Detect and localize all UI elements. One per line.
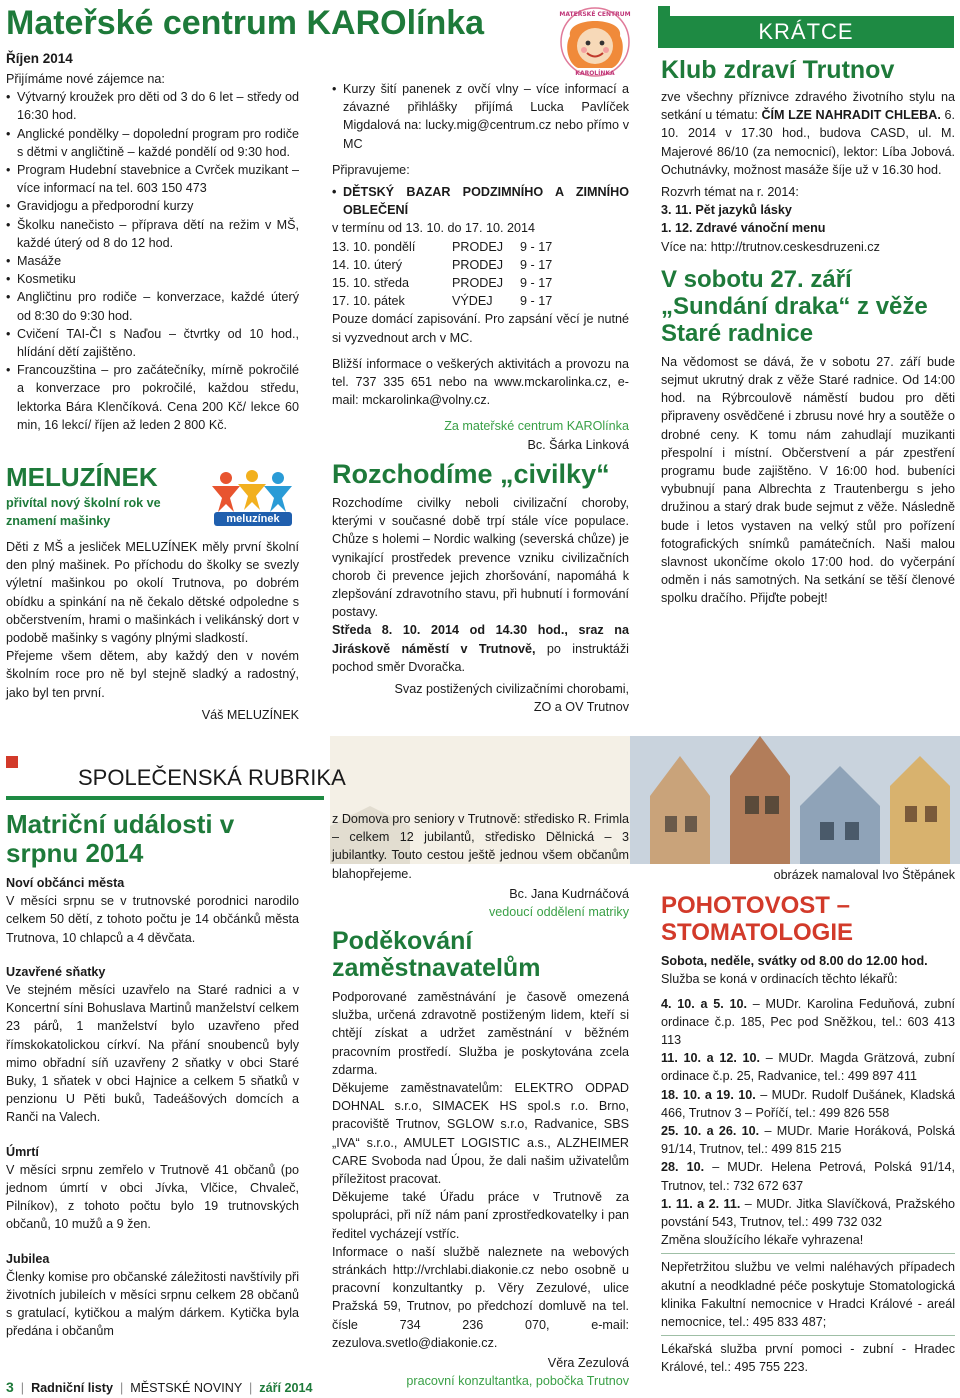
schedule-day: 13. 10. pondělí bbox=[332, 239, 416, 254]
list-item: • Masáže bbox=[6, 252, 299, 270]
karolinka-list bbox=[6, 88, 299, 434]
podekovani-section bbox=[332, 928, 629, 1390]
footer-month: září 2014 bbox=[259, 1381, 313, 1395]
karolinka-middle bbox=[332, 80, 629, 454]
list-item: • Program Hudební stavebnice a Cvrček muzikant – více informací na tel. 603 150 473 bbox=[6, 161, 299, 197]
schedule-time: 9 - 17 bbox=[520, 239, 553, 254]
pohotovost-p2: Lékařská služba první pomoci - zubní - Hradec Králové, tel.: 495 755 223. bbox=[661, 1342, 955, 1375]
rubrika-s3: V měsíci srpnu zemřelo v Trutnově 41 občanů (po jednom úmrtí v obci Jívka, Vlčice, Chvaleč, Pilníkov), z tohoto počtu bylo 19 trutnovských občanů, 10 mužů a 9 žen. bbox=[6, 1162, 299, 1232]
karolinka-sign1: Za mateřské centrum KAROlínka bbox=[444, 419, 629, 434]
club-p1-rest: 6. 10. 2014 v 17.30 hod., budova CASD, ul. M. Majerové 86/10 (za nemocnicí), lektor: Líba Jobová. Ochutnávky, možnost masáže šíje už v 16.30 hod. bbox=[661, 108, 955, 177]
kratce-section bbox=[661, 56, 955, 608]
drawing-caption: obrázek namaloval Ivo Štěpánek bbox=[773, 868, 955, 882]
page-number: 3 bbox=[6, 1379, 14, 1395]
civilky-p2-rest: po instruktáži pochod směr Dvoračka. bbox=[332, 641, 629, 674]
meluzinek-p2: Přejeme všem dětem, aby každý den v novém školním roce pro ně byl stejně sladký a radostný, jako byl ten první. bbox=[6, 649, 299, 700]
rubrika-sign1: Bc. Jana Kudrnáčová bbox=[509, 886, 629, 901]
rubrika-s4: Členky komise pro občanské záležitosti navštívily při životních jubileích v měsíci srpnu celkem 28 občanů s gratulací, kytičkou a malým dárkem. Kytička byla předána i občanům bbox=[6, 1269, 299, 1339]
pohotovost-line1: Sobota, neděle, svátky od 8.00 do 12.00 hod. bbox=[661, 954, 928, 969]
list-item: • Výtvarný kroužek pro děti od 3 do 6 let – středy od 16:30 hod. bbox=[6, 88, 299, 124]
topic-2: 1. 12. Zdravé vánoční menu bbox=[661, 221, 826, 236]
club-p1: zve všechny příznivce zdravého životního stylu na setkání u tématu: bbox=[661, 90, 955, 123]
page-footer: 3 | Radniční listy | MĚSTSKÉ NOVINY | září 2014 bbox=[6, 1379, 313, 1395]
schedule-day: 14. 10. úterý bbox=[332, 257, 403, 272]
meluzinek-body bbox=[6, 538, 299, 724]
meluzinek-p1: Děti z MŠ a jesliček MELUZÍNEK měly první školní den plný mašinek. Po příchodu do školky se svezly výletní mašinkou po okolí Trutnova, po dobrém obídku a spinkání na ně čekalo dětské odpoledne s občerstvením, hrami o mašinkách i velikánský dort v podobě mašinky s vagóny plnými sladkostí. bbox=[6, 540, 299, 646]
podekovani-p1: Podporované zaměstnávání je časově omezená služba, určená zdravotně postiženým lidem, kteří si chtějí získat a udržet zaměstnání v běžném pracovním prostředí. Služba je poskytována zcela zdarma. bbox=[332, 990, 629, 1077]
rubrika-s2-head: Uzavřené sňatky bbox=[6, 964, 106, 979]
doctor-entry: 18. 10. a 19. 10. – MUDr. Rudolf Dušánek, Kladská 466, Trutnov 3 – Poříčí, tel.: 499 826 558 bbox=[661, 1087, 956, 1120]
list-item: • Francouzština – pro začátečníky, mírně pokročilé a konverzace pro pokročilé, každou středu, lektorka Bára Klenčíková. Cena 200 Kč/ lekce 60 min, 16 lekcí/ říjen až leden 2 800 Kč. bbox=[6, 361, 299, 434]
schedule-type: PRODEJ bbox=[452, 257, 504, 272]
civilky-p1: Rozchodíme civilky neboli civilizační choroby, kterými v současné době trpí stále více populace. Chůze s holemi – Nordic walking (severská chůze) je vynikající prostředek prevence vzniku civilizačních chorob či prevence jejich zhoršování, napomáhá k zlepšování zdravotního stavu, při hubnutí i formování postavy. bbox=[332, 496, 629, 620]
rubrika-section bbox=[6, 810, 299, 1341]
schedule-day: 17. 10. pátek bbox=[332, 294, 405, 309]
rubrika-s1-head: Noví občánci města bbox=[6, 876, 125, 890]
bazar-schedule bbox=[332, 238, 629, 311]
club-more-link[interactable]: Více na: http://trutnov.ceskesdruzeni.cz bbox=[661, 239, 880, 254]
page-title: Mateřské centrum KAROlínka bbox=[6, 4, 485, 42]
rubrika-sign2: vedoucí oddělení matriky bbox=[488, 905, 629, 920]
schedule-time: 9 - 17 bbox=[520, 294, 553, 309]
drak-text: Na vědomost se dává, že v sobotu 27. září bude sejmut ukrutný drak z věže Staré radnice. Od 14:00 hod. na Rýbrcoulově náměstí budou pro děti připraveny osvědčené i zbrusu nové hry a soutěže o drobné ceny. K tomu nám zahudlají muzikanti přespolní i místní. Občerstvení a pár zpestření programu bude zajištěno. V 16:00 hod. bubeníci vybubnují pana Albrechta z Trautenbergu s jeho družinou a starý drak bude sejmut z věže. Následně bude i letos vystaven na velký stůl pro pořízení fotografických snímků památečních. Naši malou slavnost ukončíme okolo 17:00 hod. do vyčerpání odměn i nás samotných. Na setkání se těší členové spolku dračího. Přijďte pobejt! bbox=[661, 354, 955, 606]
rubrika-divider bbox=[6, 796, 324, 800]
podekovani-title: Poděkování zaměstnavatelům bbox=[332, 927, 541, 982]
pohotovost-section bbox=[661, 866, 955, 1377]
doctor-entry: 28. 10. – MUDr. Helena Petrová, Polská 91/14, Trutnov, tel.: 732 672 637 bbox=[661, 1160, 955, 1193]
list-item: • Školku nanečisto – příprava dětí na režim v MŠ, každé úterý od 8 do 12 hod. bbox=[6, 216, 299, 252]
meluzinek-logo bbox=[204, 468, 300, 528]
section-marker bbox=[6, 756, 18, 768]
divider bbox=[661, 1253, 955, 1254]
rubrika-s4-head: Jubilea bbox=[6, 1251, 50, 1266]
svg-text:KAROLÍNKA: KAROLÍNKA bbox=[575, 70, 615, 77]
pohotovost-line2: Služba se koná v ordinacích těchto lékařů: bbox=[661, 972, 898, 987]
list-item: • Cvičení TAI-ČI s Naďou – čtvrtky od 10 hod., hlídání dětí zajištěno. bbox=[6, 325, 299, 361]
karolinka-logo bbox=[556, 6, 634, 78]
karolinka-sign2: Bc. Šárka Linková bbox=[527, 437, 629, 452]
club-title: Klub zdraví Trutnov bbox=[661, 56, 895, 84]
civilky-sign2: ZO a OV Trutnov bbox=[533, 700, 629, 715]
schedule-time: 9 - 17 bbox=[520, 276, 553, 291]
drak-title: V sobotu 27. září „Sundání draka“ z věže Staré radnice bbox=[661, 265, 928, 347]
list-item: • Gravidjogu a předporodní kurzy bbox=[6, 197, 299, 215]
karolinka-info: Bližší informace o veškerých aktivitách a provozu na tel. 737 335 651 nebo na www.mckarolinka.cz, e-mail: mckarolinka@volny.cz. bbox=[332, 356, 629, 408]
rubrika-s4-cont: z Domova pro seniory v Trutnově: středisko R. Frimla – celkem 12 jubilantů, středisko Dělnická – 3 jubilantky. Touto cestou ještě jednou všem občanům blahopřejeme. bbox=[332, 812, 629, 881]
karolinka-left bbox=[6, 70, 299, 434]
schedule-type: PRODEJ bbox=[452, 276, 504, 291]
podekovani-sign1: Věra Zezulová bbox=[547, 1356, 629, 1371]
rubrika-title: Matriční události v srpnu 2014 bbox=[6, 809, 235, 868]
schedule-type: PRODEJ bbox=[452, 239, 504, 254]
pohotovost-change: Změna sloužícího lékaře vyhrazena! bbox=[661, 1233, 864, 1248]
divider bbox=[661, 1335, 955, 1336]
podekovani-p3: Děkujeme také Úřadu práce v Trutnově za spolupráci, při níž nám paní zprostředkovatelky i pan ředitel vycházejí vstříc. bbox=[332, 1190, 629, 1241]
rubrika-band: SPOLEČENSKÁ RUBRIKA bbox=[78, 765, 346, 790]
topic-1: 3. 11. Pět jazyků lásky bbox=[661, 203, 792, 218]
meluzinek-title: MELUZÍNEK bbox=[6, 462, 158, 492]
podekovani-p2: Děkujeme zaměstnavatelům: ELEKTRO ODPAD DOHNAL s.r.o, SIMACEK HS spol.s r.o. Brno, pracoviště Trutnov, SGLOW s.r.o, Radvanice, SBS „IVA“ s.r.o., AMULET LOGISTIC a.s., ALZHEIMER CARE Svoboda nad Úpou, že dali našim uživatelům příležitost pracovat. bbox=[332, 1081, 629, 1187]
schedule-time: 9 - 17 bbox=[520, 257, 553, 272]
doctor-entry: 4. 10. a 5. 10. – MUDr. Karolina Feduňová, zubní ordinace č.p. 185, Pec pod Sněžkou, tel.: 603 413 113 bbox=[661, 996, 955, 1048]
list-item: • Angličtinu pro rodiče – konverzace, každé úterý od 8:30 do 9:30 hod. bbox=[6, 288, 299, 324]
karolinka-intro: Přijímáme nové zájemce na: bbox=[6, 72, 165, 86]
bazar-term: v termínu od 13. 10. do 17. 10. 2014 bbox=[332, 221, 536, 236]
civilky-sign1: Svaz postižených civilizačními chorobami, bbox=[394, 682, 629, 697]
footer-paper: MĚSTSKÉ NOVINY bbox=[130, 1381, 242, 1395]
schedule-day: 15. 10. středa bbox=[332, 276, 410, 291]
doctor-entry: 25. 10. a 26. 10. – MUDr. Marie Horáková, Polská 91/14, Trutnov, tel.: 499 815 215 bbox=[661, 1124, 955, 1157]
rubrika-s1: V měsíci srpnu se v trutnovské porodnici narodilo celkem 50 dětí, z tohoto počtu je 14 občánků města Trutnova, 10 chlapců a 4 děvčata. bbox=[6, 894, 299, 945]
list-item: • Anglické pondělky – dopolední program pro rodiče s dětmi v angličtině – každé pondělí od 9:30 hod. bbox=[6, 125, 299, 161]
civilky-title: Rozchodíme „civilky“ bbox=[332, 459, 610, 489]
prepare-label: Připravujeme: bbox=[332, 162, 410, 177]
doctor-entry: 1. 11. a 2. 11. – MUDr. Jitka Slavíčková, Pražského povstání 543, Trutnov, tel.: 499 732 032 bbox=[661, 1196, 955, 1230]
month-label: Říjen 2014 bbox=[6, 51, 73, 66]
podekovani-sign2: pracovní konzultantka, pobočka Trutnov bbox=[406, 1374, 629, 1389]
civilky-p2-bold: Středa 8. 10. 2014 od 14.30 hod., sraz na Jiráskově náměstí v Trutnově, bbox=[332, 623, 629, 656]
schedule-type: VÝDEJ bbox=[452, 294, 493, 309]
list-item: • Kurzy šití panenek z ovčí vlny – více informací a závazné přihlášky přijímá Lucka Pavlíček Migdalová na: lucky.mig@centrum.cz nebo přímo v MC bbox=[332, 80, 629, 153]
meluzinek-subtitle: přivítal nový školní rok ve znamení mašinky bbox=[6, 496, 161, 529]
meluzinek-sign: Váš MELUZÍNEK bbox=[201, 707, 299, 722]
bazar-title: • DĚTSKÝ BAZAR PODZIMNÍHO A ZIMNÍHO OBLEČENÍ bbox=[332, 183, 629, 219]
meluzinek-logo-text: meluzínek bbox=[226, 513, 280, 525]
civilky-section bbox=[332, 458, 629, 716]
kratce-band: KRÁTCE bbox=[658, 16, 954, 48]
list-item: • Kosmetiku bbox=[6, 270, 299, 288]
footer-section: Radniční listy bbox=[31, 1381, 113, 1395]
club-p1-bold: ČÍM LZE NAHRADIT CHLEBA. bbox=[761, 108, 941, 123]
topics-label: Rozvrh témat na r. 2014: bbox=[661, 185, 799, 200]
doctor-entry: 11. 10. a 12. 10. – MUDr. Magda Grätzová, zubní ordinace č.p. 25, Radvanice, tel.: 499 897 411 bbox=[661, 1051, 955, 1084]
podekovani-p4: Informace o naší službě naleznete na webových stránkách http://vrchlabi.diakonie.cz nebo osobně u pracovní konzultantky p. Věry Zezulové, ulice Pražská 59, Trutnov, po předchozí domluvě na tel. čísle 734 236 070, e-mail: zezulova.svetlo@diakonie.cz. bbox=[332, 1244, 629, 1350]
rubrika-s2: Ve stejném měsíci uzavřelo na Staré radnici a v Koncertní síni Bohuslava Martinů manželství celkem 23 párů, 1 manželství bylo uzavřeno před římskokatolickou církví. Na přání snoubenců byly mimo obřadní síň uzavřeny 2 sňatky v obci Staré Buky, 1 sňatek v obci Hajnice a celkem 5 sňatků v penzionu U Pěti buků, Tadeášových domcích a Ranči na Valech. bbox=[6, 983, 299, 1125]
rubrika-s3-head: Úmrtí bbox=[6, 1144, 39, 1159]
bazar-note: Pouze domácí zapisování. Pro zapsání věcí je nutné si vyzvednout arch v MC. bbox=[332, 312, 629, 345]
pohotovost-p1: Nepřetržitou službu ve velmi naléhavých případech akutní a neodkladné péče poskytuje Stomatologická klinika Fakultní nemocnice v Hradci Králové - areál nemocnice, tel.: 495 833 487; bbox=[661, 1260, 955, 1330]
rubrika-continued bbox=[332, 810, 629, 921]
pohotovost-title: POHOTOVOST – STOMATOLOGIE bbox=[661, 892, 854, 947]
svg-text:MATEŘSKÉ CENTRUM: MATEŘSKÉ CENTRUM bbox=[559, 11, 631, 18]
